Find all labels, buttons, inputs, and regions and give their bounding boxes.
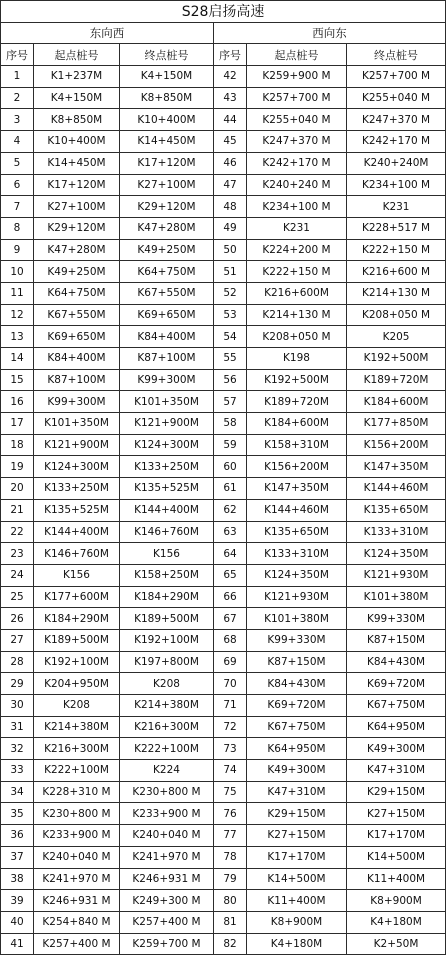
cell-index-left: 38 — [1, 868, 34, 890]
cell-index-left: 31 — [1, 716, 34, 738]
cell-index-right: 48 — [214, 196, 247, 218]
cell-index-right: 58 — [214, 413, 247, 435]
cell-index-right: 50 — [214, 239, 247, 261]
cell-end-right: K156+200M — [347, 434, 446, 456]
cell-start-left: K4+150M — [34, 87, 120, 109]
cell-start-left: K49+250M — [34, 261, 120, 283]
table-row — [1, 760, 446, 782]
cell-start-right: K69+720M — [247, 695, 347, 717]
cell-index-left: 15 — [1, 369, 34, 391]
cell-end-left: K184+290M — [120, 586, 214, 608]
cell-end-left: K10+400M — [120, 109, 214, 131]
table-row — [1, 911, 446, 933]
cell-index-right: 73 — [214, 738, 247, 760]
cell-index-left: 23 — [1, 543, 34, 565]
table-row — [1, 282, 446, 304]
cell-start-right: K158+310M — [247, 434, 347, 456]
cell-start-right: K17+170M — [247, 846, 347, 868]
table-row — [1, 131, 446, 153]
cell-end-left: K121+900M — [120, 413, 214, 435]
cell-end-right: K208+050 M — [347, 304, 446, 326]
table-row — [1, 543, 446, 565]
cell-start-right: K255+040 M — [247, 109, 347, 131]
table-row — [1, 738, 446, 760]
cell-index-right: 77 — [214, 825, 247, 847]
cell-start-left: K241+970 M — [34, 868, 120, 890]
table-body — [1, 1, 446, 955]
cell-start-left: K99+300M — [34, 391, 120, 413]
table-row — [1, 348, 446, 370]
cell-index-right: 51 — [214, 261, 247, 283]
table-row — [1, 152, 446, 174]
cell-end-left: K259+700 M — [120, 933, 214, 955]
cell-end-right: K135+650M — [347, 499, 446, 521]
cell-index-right: 62 — [214, 499, 247, 521]
table-row — [1, 391, 446, 413]
cell-index-left: 18 — [1, 434, 34, 456]
cell-index-left: 4 — [1, 131, 34, 153]
table-row — [1, 109, 446, 131]
cell-start-right: K84+430M — [247, 673, 347, 695]
cell-index-right: 65 — [214, 564, 247, 586]
cell-end-right: K84+430M — [347, 651, 446, 673]
cell-end-right: K247+370 M — [347, 109, 446, 131]
cell-start-right: K198 — [247, 348, 347, 370]
cell-end-right: K101+380M — [347, 586, 446, 608]
cell-index-right: 43 — [214, 87, 247, 109]
cell-end-left: K233+900 M — [120, 803, 214, 825]
cell-index-right: 53 — [214, 304, 247, 326]
cell-index-right: 45 — [214, 131, 247, 153]
cell-index-right: 61 — [214, 478, 247, 500]
cell-end-left: K144+400M — [120, 499, 214, 521]
cell-start-left: K101+350M — [34, 413, 120, 435]
cell-start-left: K246+931 M — [34, 890, 120, 912]
cell-start-right: K64+950M — [247, 738, 347, 760]
cell-end-left: K216+300M — [120, 716, 214, 738]
cell-end-left: K27+100M — [120, 174, 214, 196]
cell-index-right: 79 — [214, 868, 247, 890]
cell-end-right: K121+930M — [347, 564, 446, 586]
header-end-left: 终点桩号 — [120, 44, 214, 66]
cell-index-right: 46 — [214, 152, 247, 174]
cell-index-right: 47 — [214, 174, 247, 196]
table-row — [1, 564, 446, 586]
cell-end-right: K11+400M — [347, 868, 446, 890]
cell-start-right: K11+400M — [247, 890, 347, 912]
cell-end-left: K124+300M — [120, 434, 214, 456]
cell-start-right: K257+700 M — [247, 87, 347, 109]
cell-end-right: K49+300M — [347, 738, 446, 760]
cell-end-left: K189+500M — [120, 608, 214, 630]
cell-index-right: 42 — [214, 66, 247, 88]
cell-end-left: K241+970 M — [120, 846, 214, 868]
cell-index-left: 13 — [1, 326, 34, 348]
cell-index-right: 60 — [214, 456, 247, 478]
cell-end-right: K87+150M — [347, 629, 446, 651]
cell-start-right: K14+500M — [247, 868, 347, 890]
cell-index-right: 69 — [214, 651, 247, 673]
cell-end-left: K17+120M — [120, 152, 214, 174]
header-index-right: 序号 — [214, 44, 247, 66]
cell-index-right: 81 — [214, 911, 247, 933]
table-row — [1, 217, 446, 239]
cell-end-right: K228+517 M — [347, 217, 446, 239]
cell-start-right: K192+500M — [247, 369, 347, 391]
table-row — [1, 521, 446, 543]
cell-start-right: K101+380M — [247, 608, 347, 630]
cell-end-left: K249+300 M — [120, 890, 214, 912]
cell-index-left: 9 — [1, 239, 34, 261]
cell-end-right: K8+900M — [347, 890, 446, 912]
table-row — [1, 456, 446, 478]
table-row — [1, 87, 446, 109]
cell-index-left: 34 — [1, 781, 34, 803]
cell-end-right: K2+50M — [347, 933, 446, 955]
cell-index-left: 7 — [1, 196, 34, 218]
cell-start-left: K214+380M — [34, 716, 120, 738]
cell-start-right: K67+750M — [247, 716, 347, 738]
cell-index-left: 41 — [1, 933, 34, 955]
cell-end-left: K133+250M — [120, 456, 214, 478]
cell-start-right: K259+900 M — [247, 66, 347, 88]
cell-start-left: K177+600M — [34, 586, 120, 608]
table-row — [1, 326, 446, 348]
cell-end-right: K124+350M — [347, 543, 446, 565]
cell-end-left: K158+250M — [120, 564, 214, 586]
cell-index-left: 32 — [1, 738, 34, 760]
cell-start-left: K233+900 M — [34, 825, 120, 847]
cell-start-right: K189+720M — [247, 391, 347, 413]
cell-end-left: K29+120M — [120, 196, 214, 218]
cell-index-left: 30 — [1, 695, 34, 717]
cell-start-right: K216+600M — [247, 282, 347, 304]
cell-start-right: K214+130 M — [247, 304, 347, 326]
cell-start-right: K231 — [247, 217, 347, 239]
table-row — [1, 716, 446, 738]
table-row — [1, 304, 446, 326]
table-row — [1, 781, 446, 803]
cell-start-right: K240+240 M — [247, 174, 347, 196]
cell-start-right: K133+310M — [247, 543, 347, 565]
cell-index-left: 25 — [1, 586, 34, 608]
cell-start-left: K64+750M — [34, 282, 120, 304]
cell-index-left: 20 — [1, 478, 34, 500]
cell-start-left: K135+525M — [34, 499, 120, 521]
table-row — [1, 803, 446, 825]
cell-start-left: K121+900M — [34, 434, 120, 456]
cell-start-right: K242+170 M — [247, 152, 347, 174]
cell-end-left: K14+450M — [120, 131, 214, 153]
cell-start-left: K10+400M — [34, 131, 120, 153]
cell-index-left: 29 — [1, 673, 34, 695]
cell-end-left: K208 — [120, 673, 214, 695]
cell-end-right: K234+100 M — [347, 174, 446, 196]
table-row — [1, 434, 446, 456]
cell-index-right: 82 — [214, 933, 247, 955]
table-row — [1, 825, 446, 847]
cell-start-right: K184+600M — [247, 413, 347, 435]
cell-index-left: 17 — [1, 413, 34, 435]
cell-start-left: K67+550M — [34, 304, 120, 326]
cell-index-left: 12 — [1, 304, 34, 326]
cell-start-left: K192+100M — [34, 651, 120, 673]
header-index-left: 序号 — [1, 44, 34, 66]
cell-end-left: K222+100M — [120, 738, 214, 760]
cell-start-left: K17+120M — [34, 174, 120, 196]
cell-start-left: K14+450M — [34, 152, 120, 174]
cell-start-left: K84+400M — [34, 348, 120, 370]
table-row — [1, 695, 446, 717]
cell-index-right: 54 — [214, 326, 247, 348]
cell-index-left: 24 — [1, 564, 34, 586]
header-start-left: 起点桩号 — [34, 44, 120, 66]
header-start-right: 起点桩号 — [247, 44, 347, 66]
cell-end-left: K87+100M — [120, 348, 214, 370]
table-row — [1, 608, 446, 630]
cell-start-left: K124+300M — [34, 456, 120, 478]
cell-index-left: 8 — [1, 217, 34, 239]
cell-end-right: K242+170 M — [347, 131, 446, 153]
cell-start-right: K87+150M — [247, 651, 347, 673]
cell-index-right: 71 — [214, 695, 247, 717]
cell-index-left: 11 — [1, 282, 34, 304]
cell-end-left: K101+350M — [120, 391, 214, 413]
cell-end-right: K29+150M — [347, 781, 446, 803]
cell-start-right: K8+900M — [247, 911, 347, 933]
cell-index-left: 1 — [1, 66, 34, 88]
cell-start-left: K146+760M — [34, 543, 120, 565]
cell-index-left: 22 — [1, 521, 34, 543]
cell-end-right: K214+130 M — [347, 282, 446, 304]
cell-start-right: K156+200M — [247, 456, 347, 478]
cell-index-right: 64 — [214, 543, 247, 565]
table-row — [1, 239, 446, 261]
table-row — [1, 369, 446, 391]
cell-index-left: 39 — [1, 890, 34, 912]
cell-index-left: 35 — [1, 803, 34, 825]
cell-index-right: 66 — [214, 586, 247, 608]
cell-end-left: K197+800M — [120, 651, 214, 673]
cell-start-right: K234+100 M — [247, 196, 347, 218]
cell-index-left: 21 — [1, 499, 34, 521]
cell-index-right: 74 — [214, 760, 247, 782]
cell-start-right: K222+150 M — [247, 261, 347, 283]
header-end-right: 终点桩号 — [347, 44, 446, 66]
cell-end-left: K84+400M — [120, 326, 214, 348]
cell-index-right: 55 — [214, 348, 247, 370]
cell-end-left: K49+250M — [120, 239, 214, 261]
table-row — [1, 174, 446, 196]
direction-west-to-east: 西向东 — [214, 22, 446, 44]
table-row — [1, 586, 446, 608]
cell-index-right: 56 — [214, 369, 247, 391]
cell-index-right: 44 — [214, 109, 247, 131]
cell-index-right: 76 — [214, 803, 247, 825]
cell-end-right: K255+040 M — [347, 87, 446, 109]
cell-end-right: K4+180M — [347, 911, 446, 933]
cell-index-right: 75 — [214, 781, 247, 803]
table-row — [1, 478, 446, 500]
cell-start-right: K27+150M — [247, 825, 347, 847]
cell-index-right: 70 — [214, 673, 247, 695]
cell-end-left: K135+525M — [120, 478, 214, 500]
table-row — [1, 413, 446, 435]
cell-index-right: 72 — [214, 716, 247, 738]
cell-end-left: K4+150M — [120, 66, 214, 88]
cell-index-right: 57 — [214, 391, 247, 413]
cell-end-left: K47+280M — [120, 217, 214, 239]
cell-start-left: K189+500M — [34, 629, 120, 651]
cell-index-right: 52 — [214, 282, 247, 304]
cell-end-right: K222+150 M — [347, 239, 446, 261]
cell-end-left: K214+380M — [120, 695, 214, 717]
cell-start-right: K124+350M — [247, 564, 347, 586]
table-row — [1, 196, 446, 218]
table-row — [1, 673, 446, 695]
cell-index-right: 59 — [214, 434, 247, 456]
cell-end-right: K69+720M — [347, 673, 446, 695]
cell-start-left: K230+800 M — [34, 803, 120, 825]
cell-start-right: K135+650M — [247, 521, 347, 543]
cell-end-right: K17+170M — [347, 825, 446, 847]
cell-end-left: K64+750M — [120, 261, 214, 283]
cell-start-left: K208 — [34, 695, 120, 717]
cell-start-right: K121+930M — [247, 586, 347, 608]
table-row — [1, 651, 446, 673]
cell-start-left: K240+040 M — [34, 846, 120, 868]
cell-end-left: K230+800 M — [120, 781, 214, 803]
cell-end-left: K257+400 M — [120, 911, 214, 933]
cell-start-right: K4+180M — [247, 933, 347, 955]
cell-end-right: K240+240M — [347, 152, 446, 174]
cell-end-left: K8+850M — [120, 87, 214, 109]
table-row — [1, 933, 446, 955]
direction-east-to-west: 东向西 — [1, 22, 214, 44]
cell-end-right: K14+500M — [347, 846, 446, 868]
cell-index-right: 68 — [214, 629, 247, 651]
cell-index-left: 14 — [1, 348, 34, 370]
cell-end-right: K177+850M — [347, 413, 446, 435]
cell-start-right: K29+150M — [247, 803, 347, 825]
cell-start-left: K156 — [34, 564, 120, 586]
cell-start-right: K224+200 M — [247, 239, 347, 261]
cell-start-right: K144+460M — [247, 499, 347, 521]
table-row — [1, 890, 446, 912]
cell-start-right: K99+330M — [247, 629, 347, 651]
cell-start-left: K184+290M — [34, 608, 120, 630]
cell-end-left: K156 — [120, 543, 214, 565]
header-row — [1, 44, 446, 66]
cell-index-right: 63 — [214, 521, 247, 543]
cell-index-left: 3 — [1, 109, 34, 131]
cell-end-right: K189+720M — [347, 369, 446, 391]
table-row — [1, 499, 446, 521]
cell-start-right: K49+300M — [247, 760, 347, 782]
cell-end-right: K99+330M — [347, 608, 446, 630]
cell-start-left: K27+100M — [34, 196, 120, 218]
cell-start-left: K257+400 M — [34, 933, 120, 955]
cell-end-right: K147+350M — [347, 456, 446, 478]
cell-end-right: K27+150M — [347, 803, 446, 825]
cell-end-left: K246+931 M — [120, 868, 214, 890]
cell-start-left: K204+950M — [34, 673, 120, 695]
cell-index-left: 27 — [1, 629, 34, 651]
cell-index-left: 36 — [1, 825, 34, 847]
cell-index-right: 80 — [214, 890, 247, 912]
cell-end-right: K133+310M — [347, 521, 446, 543]
cell-end-left: K224 — [120, 760, 214, 782]
cell-start-left: K216+300M — [34, 738, 120, 760]
cell-end-right: K257+700 M — [347, 66, 446, 88]
cell-end-left: K240+040 M — [120, 825, 214, 847]
cell-start-left: K1+237M — [34, 66, 120, 88]
cell-index-left: 6 — [1, 174, 34, 196]
cell-end-right: K67+750M — [347, 695, 446, 717]
cell-start-right: K247+370 M — [247, 131, 347, 153]
table-row — [1, 66, 446, 88]
cell-start-left: K8+850M — [34, 109, 120, 131]
table-title: S28启扬高速 — [1, 1, 446, 23]
cell-end-right: K144+460M — [347, 478, 446, 500]
cell-end-left: K69+650M — [120, 304, 214, 326]
cell-start-left: K133+250M — [34, 478, 120, 500]
table-row — [1, 261, 446, 283]
cell-start-left: K87+100M — [34, 369, 120, 391]
cell-index-left: 40 — [1, 911, 34, 933]
cell-end-right: K184+600M — [347, 391, 446, 413]
cell-start-left: K222+100M — [34, 760, 120, 782]
cell-end-right: K47+310M — [347, 760, 446, 782]
cell-start-right: K47+310M — [247, 781, 347, 803]
cell-index-left: 5 — [1, 152, 34, 174]
cell-end-left: K67+550M — [120, 282, 214, 304]
cell-index-left: 26 — [1, 608, 34, 630]
table-row — [1, 629, 446, 651]
cell-end-right: K216+600 M — [347, 261, 446, 283]
cell-end-right: K205 — [347, 326, 446, 348]
cell-index-left: 19 — [1, 456, 34, 478]
cell-end-right: K231 — [347, 196, 446, 218]
cell-end-left: K99+300M — [120, 369, 214, 391]
cell-index-left: 33 — [1, 760, 34, 782]
cell-index-left: 2 — [1, 87, 34, 109]
cell-index-left: 16 — [1, 391, 34, 413]
cell-index-right: 49 — [214, 217, 247, 239]
cell-start-left: K228+310 M — [34, 781, 120, 803]
cell-start-left: K254+840 M — [34, 911, 120, 933]
cell-start-left: K69+650M — [34, 326, 120, 348]
cell-index-right: 78 — [214, 846, 247, 868]
cell-start-right: K147+350M — [247, 478, 347, 500]
cell-index-left: 28 — [1, 651, 34, 673]
cell-end-right: K64+950M — [347, 716, 446, 738]
cell-index-left: 10 — [1, 261, 34, 283]
cell-start-right: K208+050 M — [247, 326, 347, 348]
table-row — [1, 846, 446, 868]
cell-end-left: K146+760M — [120, 521, 214, 543]
cell-index-right: 67 — [214, 608, 247, 630]
cell-start-left: K29+120M — [34, 217, 120, 239]
cell-end-left: K192+100M — [120, 629, 214, 651]
cell-start-left: K144+400M — [34, 521, 120, 543]
table-row — [1, 868, 446, 890]
cell-end-right: K192+500M — [347, 348, 446, 370]
cell-start-left: K47+280M — [34, 239, 120, 261]
cell-index-left: 37 — [1, 846, 34, 868]
